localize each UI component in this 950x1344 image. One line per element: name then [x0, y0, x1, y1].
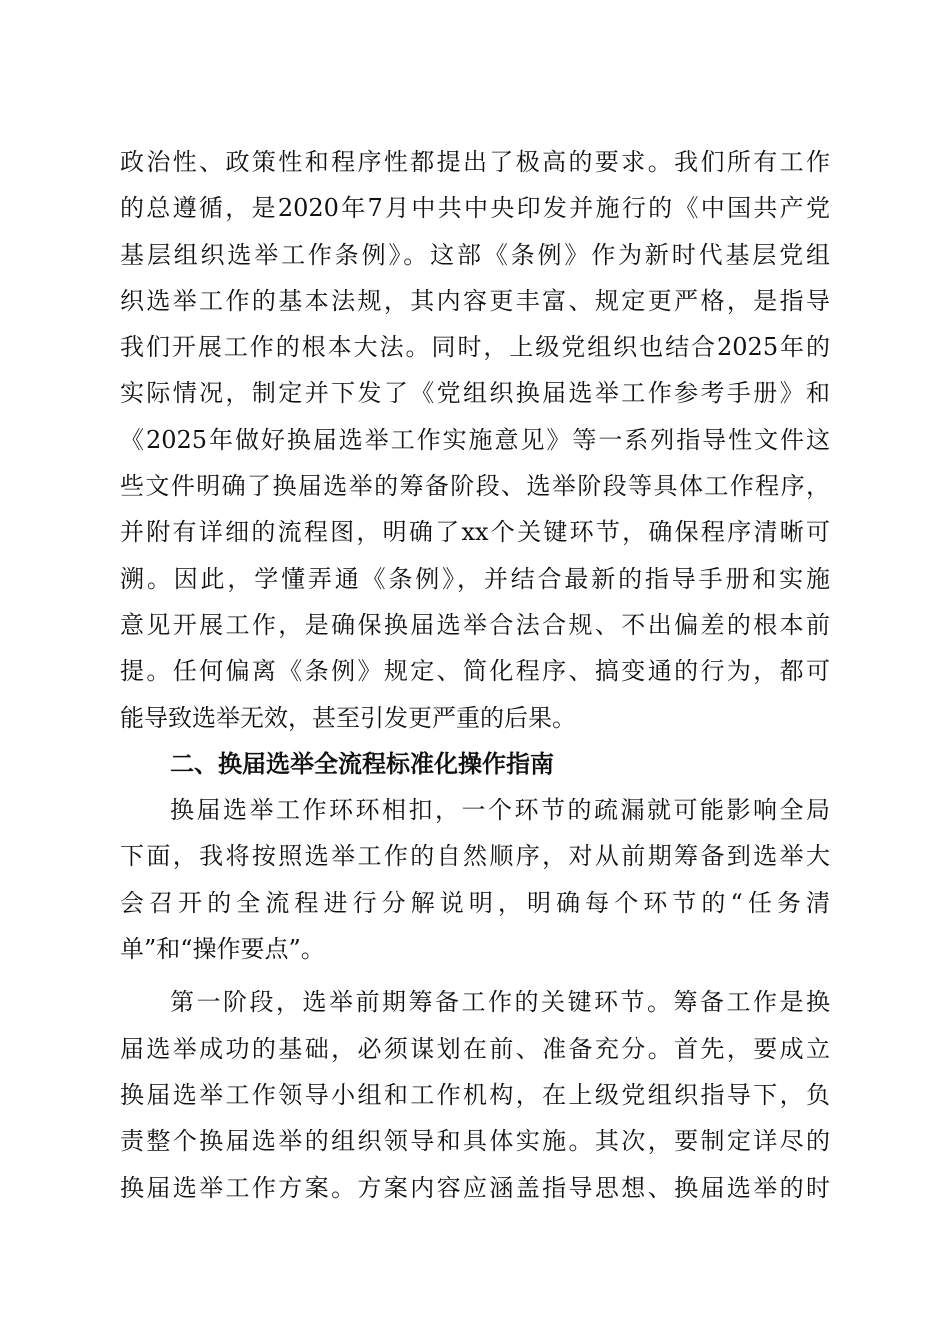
- text-line: 会召开的全流程进行分解说明，明确每个环节的“任务清: [120, 888, 830, 917]
- text-line: 责整个换届选举的组织领导和具体实施。其次，要制定详尽的: [120, 1127, 830, 1156]
- text-line: 实际情况，制定并下发了《党组织换届选举工作参考手册》和: [120, 379, 830, 408]
- section-heading: 二、换届选举全流程标准化操作指南: [170, 749, 554, 778]
- paragraph-process-overview: [120, 787, 830, 972]
- text-line: 换届选举工作领导小组和工作机构，在上级党组织指导下，负: [120, 1080, 830, 1109]
- text-line: 单”和“操作要点”。: [120, 935, 325, 964]
- text-line: 并附有详细的流程图，明确了xx个关键环节，确保程序清晰可: [120, 518, 830, 547]
- text-line: 届选举成功的基础，必须谋划在前、准备充分。首先，要成立: [120, 1034, 830, 1063]
- paragraph-stage-one: [120, 979, 830, 1210]
- text-line: 提。任何偏离《条例》规定、简化程序、搞变通的行为，都可: [120, 657, 830, 686]
- text-line: 《2025年做好换届选举工作实施意见》等一系列指导性文件这: [120, 425, 830, 454]
- text-line: 能导致选举无效，甚至引发更严重的后果。: [120, 703, 576, 732]
- text-line: 织选举工作的基本法规，其内容更丰富、规定更严格，是指导: [120, 286, 830, 315]
- paragraph-policy-basis: [120, 139, 830, 741]
- text-line: 下面，我将按照选举工作的自然顺序，对从前期筹备到选举大: [120, 842, 830, 871]
- text-line: 政治性、政策性和程序性都提出了极高的要求。我们所有工作: [120, 148, 830, 176]
- text-line: 意见开展工作，是确保换届选举合法合规、不出偏差的根本前: [120, 610, 830, 639]
- text-line: 我们开展工作的根本大法。同时，上级党组织也结合2025年的: [120, 333, 830, 362]
- text-line: 第一阶段，选举前期筹备工作的关键环节。筹备工作是换: [170, 988, 830, 1017]
- text-line: 溯。因此，学懂弄通《条例》，并结合最新的指导手册和实施: [120, 564, 830, 593]
- document-body: [120, 139, 830, 1211]
- text-line: 换届选举工作环环相扣，一个环节的疏漏就可能影响全局: [170, 796, 830, 825]
- text-line: 些文件明确了换届选举的筹备阶段、选举阶段等具体工作程序，: [120, 472, 830, 501]
- text-line: 基层组织选举工作条例》。这部《条例》作为新时代基层党组: [120, 240, 830, 269]
- text-line: 的总遵循，是2020年7月中共中央印发并施行的《中国共产党: [120, 194, 830, 223]
- text-line: 换届选举工作方案。方案内容应涵盖指导思想、换届选举的时: [120, 1173, 830, 1202]
